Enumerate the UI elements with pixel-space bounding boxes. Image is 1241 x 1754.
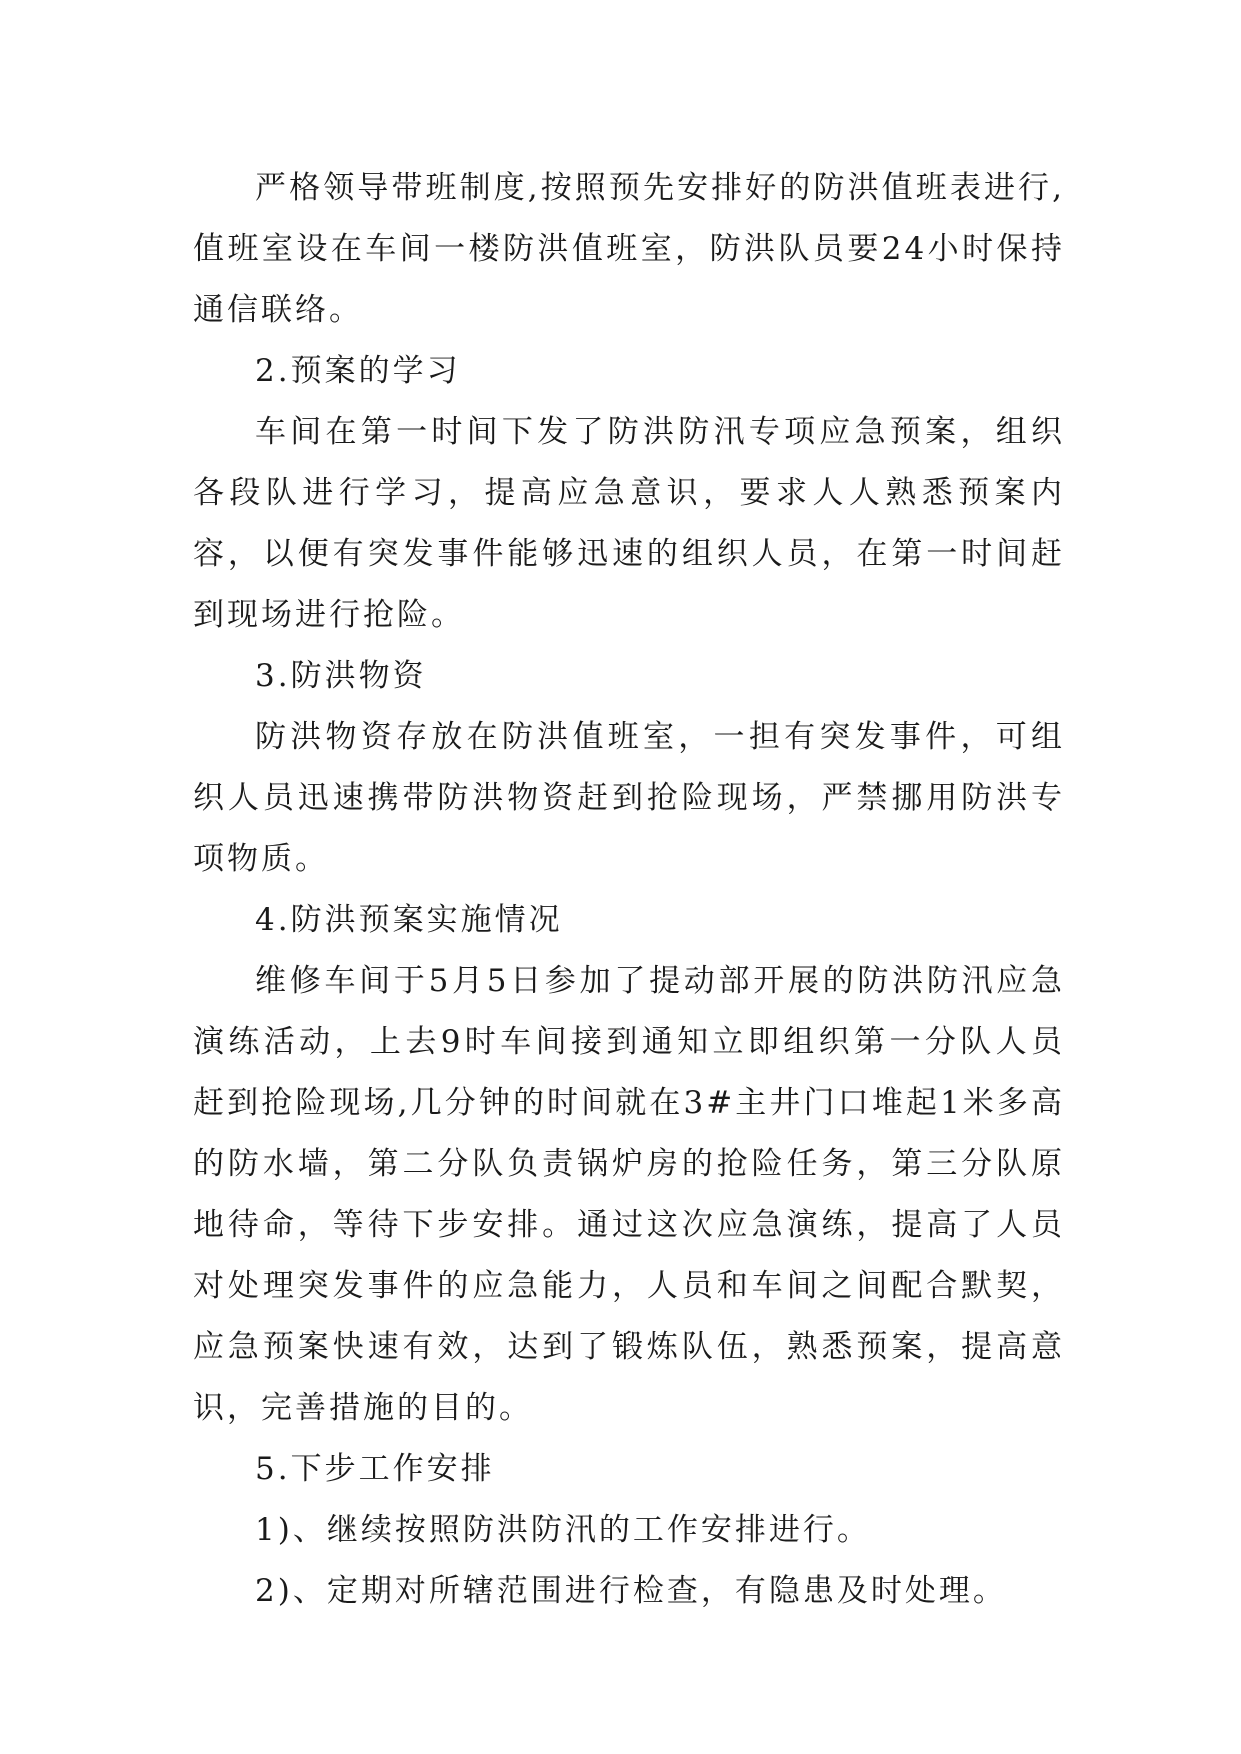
section-heading-next-steps: 5.下步工作安排 <box>255 1451 495 1487</box>
list-item-next-step-1: 1)、继续按照防洪防汛的工作安排进行。 <box>255 1512 871 1548</box>
paragraph-implementation: 维修车间于5月5日参加了提动部开展的防洪防汛应急演练活动，上去9时车间接到通知立即组织第一分队人员赶到抢险现场,几分钟的时间就在3#主井门口堆起1米多高的防水墙，第二分队负责锅炉房的抢险任务，第三分队原地待命，等待下步安排。通过这次应急演练，提高了人员对处理突发事件的应急能力，人员和车间之间配合默契，应急预案快速有效，达到了锻炼队伍，熟悉预案，提高意识，完善措施的目的。 <box>193 963 1065 1426</box>
paragraph-plan-study: 车间在第一时间下发了防洪防汛专项应急预案，组织各段队进行学习，提高应急意识，要求人人熟悉预案内容，以便有突发事件能够迅速的组织人员，在第一时间赶到现场进行抢险。 <box>193 414 1065 633</box>
document-body <box>193 158 1065 1622</box>
section-heading-supplies: 3.防洪物资 <box>255 658 427 694</box>
list-item-next-step-2: 2)、定期对所辖范围进行检查，有隐患及时处理。 <box>255 1573 1007 1609</box>
section-heading-plan-study: 2.预案的学习 <box>255 353 461 389</box>
paragraph-supplies: 防洪物资存放在防洪值班室，一担有突发事件，可组织人员迅速携带防洪物资赶到抢险现场，严禁挪用防洪专项物质。 <box>193 719 1065 877</box>
paragraph-duty-system: 严格领导带班制度,按照预先安排好的防洪值班表进行,值班室设在车间一楼防洪值班室，防洪队员要24小时保持通信联络。 <box>193 170 1065 328</box>
section-heading-implementation: 4.防洪预案实施情况 <box>255 902 563 938</box>
